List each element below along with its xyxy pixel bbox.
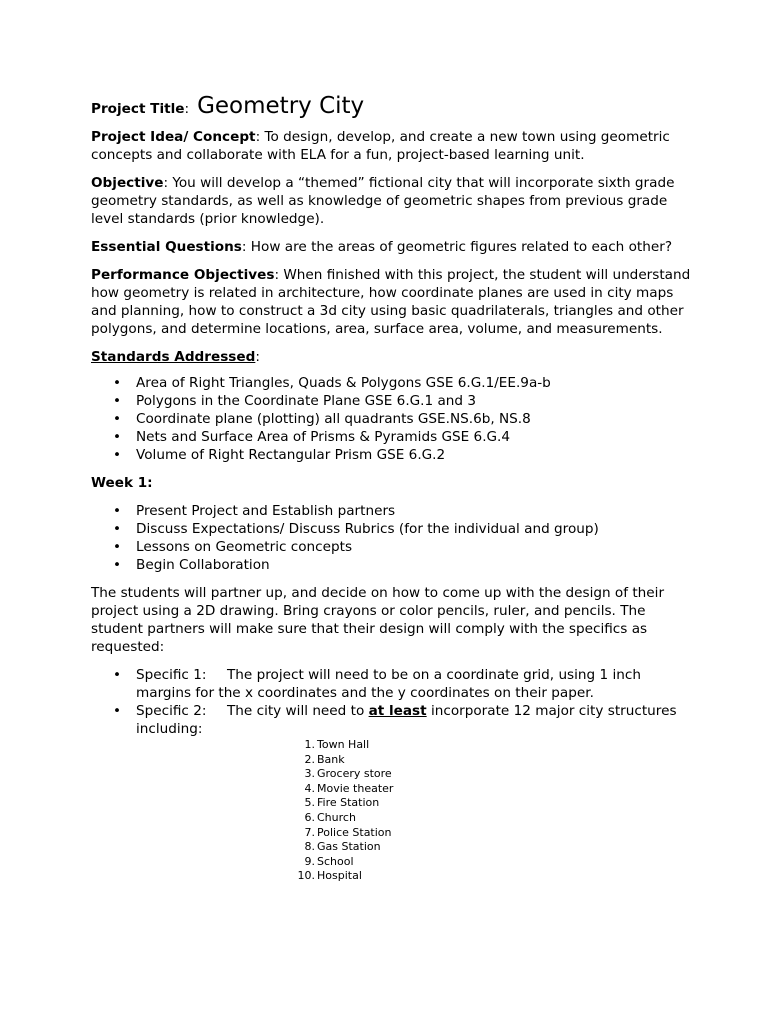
- essential-questions-paragraph: [91, 238, 691, 256]
- list-item: [291, 753, 770, 768]
- project-title-line: [91, 92, 691, 120]
- project-title-label: Project Title: [91, 101, 185, 117]
- list-item: [291, 869, 770, 884]
- list-item-label: Gas Station: [317, 840, 381, 854]
- specifics-list: [91, 666, 691, 738]
- list-item-label: Fire Station: [317, 796, 380, 810]
- list-item-label: Grocery store: [317, 767, 392, 781]
- project-title-colon: :: [184, 101, 190, 117]
- list-item: [291, 767, 770, 782]
- specific-2-name: Specific 2:: [136, 703, 207, 719]
- list-item: • Polygons in the Coordinate Plane GSE 6.G.1 and 3: [91, 392, 691, 410]
- list-item-label: Movie theater: [317, 781, 394, 795]
- list-item-number: 7.: [304, 825, 315, 839]
- list-item-label: Town Hall: [317, 738, 370, 751]
- list-item-label: School: [317, 854, 354, 868]
- specific-1-item: [91, 666, 691, 702]
- document-body: [91, 92, 691, 884]
- standards-heading: [91, 348, 691, 366]
- list-item-label: Bank: [317, 752, 345, 766]
- standards-heading-text: Standards Addressed: [91, 349, 256, 365]
- list-item-label: Church: [317, 810, 356, 824]
- list-item-number: 9.: [304, 854, 315, 868]
- list-item-label: Hospital: [317, 869, 362, 883]
- project-idea-paragraph: [91, 128, 691, 164]
- specific-2-text-before: The city will need to: [227, 703, 369, 719]
- list-item-label: Police Station: [317, 825, 392, 839]
- list-item-number: 5.: [304, 796, 315, 810]
- list-item: • Begin Collaboration: [91, 556, 691, 574]
- list-item-number: 4.: [304, 781, 315, 795]
- list-item: [291, 796, 770, 811]
- specific-1-name: Specific 1:: [136, 667, 207, 683]
- list-item: • Area of Right Triangles, Quads & Polygons GSE 6.G.1/EE.9a-b: [91, 374, 691, 392]
- week1-heading: Week 1:: [91, 475, 153, 491]
- list-item: • Volume of Right Rectangular Prism GSE 6.G.2: [91, 446, 691, 464]
- list-item-number: 10.: [297, 869, 315, 883]
- list-item: [291, 782, 770, 797]
- list-item-number: 6.: [304, 810, 315, 824]
- standards-list: [91, 374, 691, 464]
- partner-paragraph: The students will partner up, and decide on how to come up with the design of their project using a 2D drawing. Bring crayons or color pencils, ruler, and pencils. The student partners will make sure that their design will comply with the specifics as requested:: [91, 585, 665, 655]
- performance-objectives-text: : When finished with this project, the student will understand how geometry is related in architecture, how coordinate planes are used in city maps and planning, how to construct a 3d city using basic quadrilaterals, triangles and other polygons, and determine locations, area, surface area, volume, and measurements.: [91, 267, 691, 337]
- essential-questions-text: : How are the areas of geometric figures related to each other?: [241, 239, 673, 255]
- objective-label: Objective: [91, 175, 164, 191]
- performance-objectives-label: Performance Objectives: [91, 267, 275, 283]
- specific-2-emphasis: at least: [368, 703, 427, 719]
- project-title-value: Geometry City: [197, 93, 365, 119]
- week1-list: [91, 502, 691, 574]
- list-item: [291, 811, 770, 826]
- list-item: • Coordinate plane (plotting) all quadrants GSE.NS.6b, NS.8: [91, 410, 691, 428]
- list-item: [291, 826, 770, 841]
- specific-2-item: [91, 702, 691, 738]
- list-item-number: 1.: [304, 738, 315, 751]
- list-item: • Discuss Expectations/ Discuss Rubrics (for the individual and group): [91, 520, 691, 538]
- structures-list: [291, 738, 770, 884]
- objective-text: : You will develop a “themed” fictional city that will incorporate sixth grade geometry standards, as well as knowledge of geometric shapes from previous grade level standards (prior knowledge).: [91, 175, 675, 227]
- list-item: [291, 840, 770, 855]
- list-item: • Lessons on Geometric concepts: [91, 538, 691, 556]
- list-item: [291, 855, 770, 870]
- project-idea-label: Project Idea/ Concept: [91, 129, 256, 145]
- list-item-number: 3.: [304, 767, 315, 781]
- specific-2-text-after: incorporate 12 major city structures including:: [136, 703, 677, 737]
- standards-heading-colon: :: [255, 349, 260, 365]
- list-item-number: 8.: [304, 840, 315, 854]
- list-item-number: 2.: [304, 752, 315, 766]
- list-item: [291, 738, 770, 753]
- essential-questions-label: Essential Questions: [91, 239, 242, 255]
- list-item: • Present Project and Establish partners: [91, 502, 691, 520]
- performance-objectives-paragraph: [91, 266, 691, 338]
- objective-paragraph: [91, 174, 691, 228]
- project-idea-text: : To design, develop, and create a new town using geometric concepts and collaborate with ELA for a fun, project-based learning unit.: [91, 129, 670, 163]
- specific-1-text: The project will need to be on a coordinate grid, using 1 inch margins for the x coordinates and the y coordinates on their paper.: [136, 667, 641, 701]
- list-item: • Nets and Surface Area of Prisms & Pyramids GSE 6.G.4: [91, 428, 691, 446]
